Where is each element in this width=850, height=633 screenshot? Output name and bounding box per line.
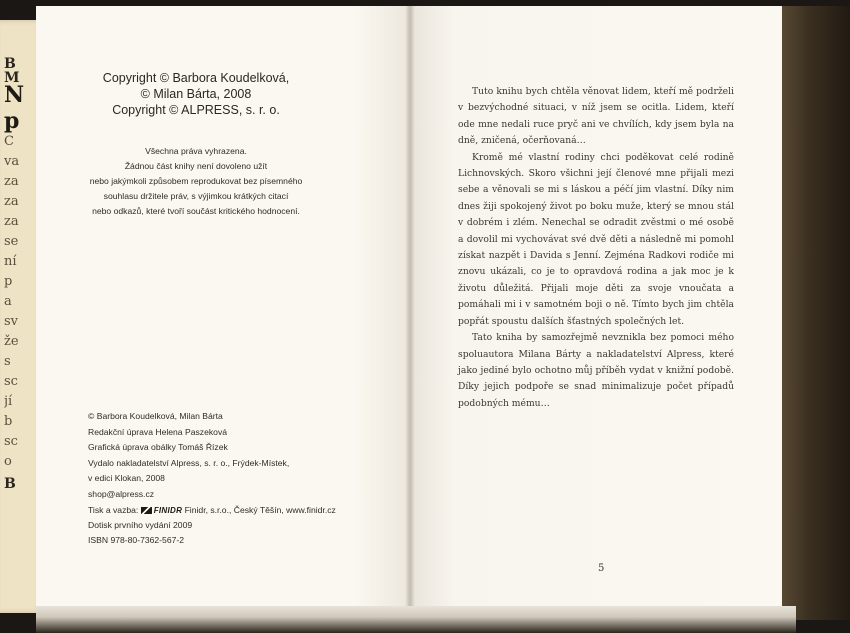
background-book-text: N	[4, 82, 25, 108]
rights-line: Všechna práva vyhrazena.	[145, 146, 247, 156]
background-book-text: a	[4, 294, 12, 309]
print-suffix: Finidr, s.r.o., Český Těšín, www.finidr.cz	[184, 504, 336, 515]
background-book-text: za	[4, 194, 19, 209]
background-book-text: sc	[4, 374, 18, 389]
colophon-line: v edici Klokan, 2008	[88, 473, 165, 484]
background-book-text: B	[4, 56, 16, 72]
background-book-text: za	[4, 214, 19, 229]
dedication-text	[458, 84, 734, 412]
book-bottom-edge	[36, 606, 796, 633]
rights-line: Žádnou část knihy není dovoleno užít	[124, 161, 268, 171]
edition-line: Dotisk prvního vydání 2009	[88, 520, 193, 531]
background-book-text: o	[4, 454, 12, 469]
copyright-line: © Milan Bárta, 2008	[140, 87, 252, 101]
rights-reserved-notice	[78, 144, 314, 219]
print-line	[88, 503, 378, 519]
paragraph: Tato kniha by samozřejmě nevznikla bez pomoci mého spoluautora Milana Bárty a nakladatelství Alpress, které jako jediné bylo ochotno můj příběh vydat v knižní podobě. Díky jejich podpoře se snad minimalizuje počet případů podobných mému…	[458, 332, 734, 409]
isbn: ISBN 978-80-7362-567-2	[88, 535, 185, 545]
finidr-logo-text: FINIDR	[153, 505, 183, 515]
background-book-text: p	[4, 274, 13, 289]
rights-line: nebo jakýmkoli způsobem reprodukovat bez písemného	[89, 176, 303, 186]
background-book-text: ní	[4, 254, 17, 269]
colophon-line: © Barbora Koudelková, Milan Bárta	[88, 411, 223, 421]
background-book-text: va	[4, 154, 20, 169]
page-number: 5	[598, 563, 605, 574]
background-book-text: za	[4, 174, 19, 189]
colophon-line: Vydalo nakladatelství Alpress, s. r. o., Frýdek-Místek,	[88, 457, 290, 468]
colophon-email: shop@alpress.cz	[88, 488, 155, 499]
background-book-text: jí	[4, 394, 13, 409]
background-book-text: s	[4, 354, 11, 369]
background-book-text: sv	[4, 314, 19, 329]
background-book-text: se	[4, 234, 19, 249]
book-gutter	[405, 6, 415, 606]
colophon-line: Redakční úprava Helena Paszeková	[88, 426, 228, 437]
colophon	[88, 409, 378, 534]
copyright-notice	[96, 70, 296, 118]
background-book-text: B	[4, 476, 16, 492]
colophon-line: Grafická úprava obálky Tomáš Řízek	[88, 442, 228, 453]
background-book-text: sc	[4, 434, 18, 449]
background-book-text: p	[4, 108, 20, 134]
background-book-text: M	[4, 70, 20, 86]
paragraph: Tuto knihu bych chtěla věnovat lidem, kteří mě podrželi v bezvýchodné situaci, v níž jsem se ocitla. Lidem, kteří ode mne nedali ruce pryč ani ve chvílích, kdy jsem byla na dně, zničená, očerňovaná…	[458, 86, 734, 147]
copyright-line: Copyright © Barbora Koudelková,	[102, 71, 290, 85]
copyright-line: Copyright © ALPRESS, s. r. o.	[112, 103, 280, 117]
background-book-text: b	[4, 414, 13, 429]
background-book-text: C	[4, 134, 14, 149]
print-prefix: Tisk a vazba:	[88, 504, 139, 515]
paragraph: Kromě mé vlastní rodiny chci poděkovat celé rodině Lichnovských. Skoro všichni její členové mne přijali mezi sebe a věnovali se mi s láskou a péčí jim vlastní. Díky nim dnes žiji spokojený život po boku muže, který se mnou stál v dobrém i zlém. Nenechal se odradit zvěstmi o mé osobě a dovolil mi vychovávat své dvě děti a následně mi pomohl získat nazpět i Davida s Jenní. Zejména Radkovi rodiče mi znovu ukázali, co je to opravdová rodina a jak moc je k životu důležitá. Přijali moje děti za svoje vnoučata a pomáhali mi i v samotném boji o ně. Tímto bych jim chtěla popřát spoustu dalších šťastných společných let.	[458, 151, 734, 327]
finidr-logo-icon	[141, 507, 152, 514]
rights-line: nebo odkazů, které tvoří součást kritického hodnocení.	[92, 206, 300, 216]
book-cover-edge	[780, 6, 850, 620]
rights-line: souhlasu držitele práv, s výjimkou krátkých citací	[103, 191, 289, 201]
background-book-text: že	[4, 334, 19, 349]
